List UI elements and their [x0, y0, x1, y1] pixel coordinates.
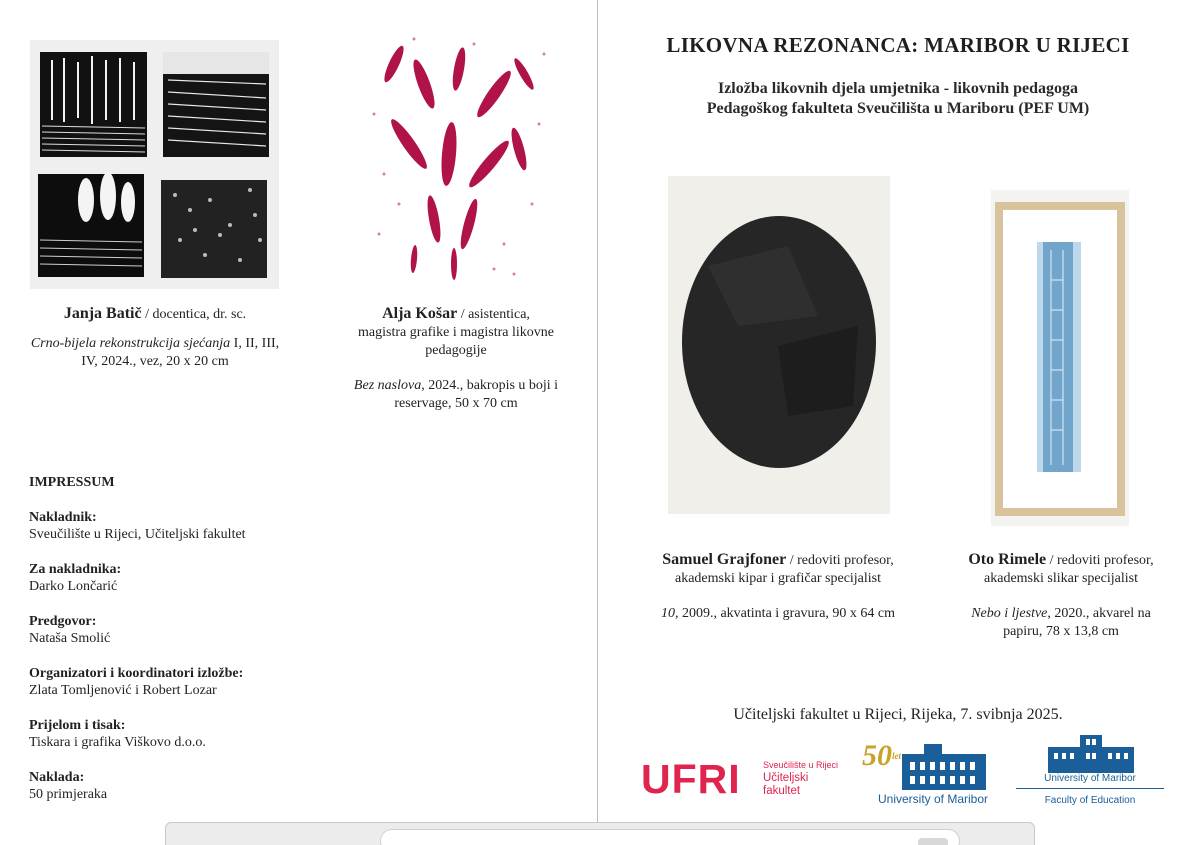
page-divider — [597, 0, 598, 822]
ufri-logo-line3: fakultet — [763, 785, 801, 797]
place-date: Učiteljski fakultet u Rijeci, Rijeka, 7. svibnja 2025. — [733, 706, 1063, 723]
work-details: I, II, III, — [230, 336, 280, 351]
um-anniversary — [862, 740, 901, 772]
artist-name: Alja Košar — [382, 305, 458, 322]
impressum-value: 50 primjeraka — [29, 787, 108, 802]
work-details-cont: papiru, 78 x 13,8 cm — [1003, 624, 1119, 639]
impressum-entry — [29, 613, 349, 648]
um-anniversary-number: 50 — [862, 739, 892, 772]
artwork-samuel-grajfoner — [668, 176, 890, 514]
artist-janja-batic — [20, 305, 290, 371]
magenta-etching-image — [354, 24, 558, 290]
work-title: Crno-bijela rekonstrukcija sjećanja — [30, 336, 231, 351]
impressum-label: Naklada: — [29, 769, 85, 785]
artwork-alja-kosar — [354, 24, 558, 290]
viewer-toolbar-button[interactable] — [918, 838, 948, 845]
um-education-divider — [1016, 788, 1164, 789]
impressum-entry — [29, 769, 349, 804]
impressum-entry — [29, 717, 349, 752]
impressum-label: Organizatori i koordinatori izložbe: — [29, 665, 244, 681]
ufri-logo-line1: Sveučilište u Rijeci — [763, 760, 839, 770]
artwork-oto-rimele — [991, 190, 1129, 526]
ufri-logo-mark: UFRI — [641, 756, 741, 802]
subtitle-line2: Pedagoškog fakulteta Sveučilišta u Mariboru (PEF UM) — [706, 100, 1090, 117]
exhibition-title: LIKOVNA REZONANCA: MARIBOR U RIJECI — [666, 33, 1130, 57]
ufri-logo-line2: Učiteljski — [763, 772, 809, 784]
um-education-logo — [1046, 733, 1136, 773]
impressum-value: Tiskara i grafika Viškovo d.o.o. — [29, 735, 206, 750]
exhibition-subtitle — [598, 79, 1197, 119]
artist-name: Oto Rimele — [968, 551, 1047, 568]
um-education-caption-1: University of Maribor — [1044, 773, 1136, 784]
artist-role: / asistentica, — [457, 307, 530, 322]
impressum-heading: IMPRESSUM — [29, 475, 115, 490]
artist-role-line2: magistra grafike i magistra likovne — [358, 325, 554, 340]
work-details: , 2020., akvarel na — [1047, 606, 1151, 621]
work-details-cont: IV, 2024., vez, 20 x 20 cm — [81, 354, 229, 369]
impressum-entry — [29, 561, 349, 596]
impressum-value: Zlata Tomljenović i Robert Lozar — [29, 683, 217, 698]
artwork-janja-batic — [30, 40, 279, 289]
artist-role: / redoviti profesor, — [1046, 553, 1154, 568]
impressum-label: Prijelom i tisak: — [29, 717, 126, 733]
um-education-building-icon — [1046, 733, 1136, 773]
work-title: 10 — [660, 606, 675, 621]
impressum-label: Nakladnik: — [29, 509, 97, 525]
artist-role-line3: pedagogije — [425, 343, 487, 358]
artist-role: / redoviti profesor, — [786, 553, 894, 568]
um-education-caption-2: Faculty of Education — [1044, 795, 1136, 806]
embroidery-panels-image — [30, 40, 279, 289]
impressum-label: Predgovor: — [29, 613, 97, 629]
impressum-value: Darko Lončarić — [29, 579, 118, 594]
artist-role: / docentica, dr. sc. — [141, 307, 247, 322]
artist-role-line2: akademski slikar specijalist — [984, 571, 1138, 586]
artist-oto-rimele — [940, 551, 1182, 641]
subtitle-line1: Izložba likovnih djela umjetnika - likovnih pedagoga — [717, 80, 1079, 97]
viewer-page-field[interactable] — [380, 829, 960, 845]
impressum-entry — [29, 665, 349, 700]
artist-name: Janja Batič — [63, 305, 142, 322]
work-details-cont: reservage, 50 x 70 cm — [394, 396, 518, 411]
ufri-logo-text — [763, 759, 838, 798]
impressum-value: Nataša Smolić — [29, 631, 111, 646]
impressum-value: Sveučilište u Rijeci, Učiteljski fakultet — [29, 527, 246, 542]
work-details: , 2009., akvatinta i gravura, 90 x 64 cm — [674, 606, 896, 621]
work-details: , 2024., bakropis u boji i — [421, 378, 559, 393]
um-50-caption: University of Maribor — [877, 792, 989, 806]
work-title: Nebo i ljestve — [971, 606, 1048, 621]
dark-oval-image — [668, 176, 890, 514]
impressum — [29, 474, 349, 804]
artist-name: Samuel Grajfoner — [662, 551, 787, 568]
um-anniversary-suffix: let — [892, 751, 901, 761]
artist-alja-kosar — [326, 305, 586, 413]
artist-samuel-grajfoner — [628, 551, 928, 623]
impressum-entry — [29, 509, 349, 544]
artist-role-line2: akademski kipar i grafičar specijalist — [674, 571, 882, 586]
impressum-label: Za nakladnika: — [29, 561, 122, 577]
framed-watercolour-image — [991, 190, 1129, 526]
work-title: Bez naslova — [353, 378, 422, 393]
